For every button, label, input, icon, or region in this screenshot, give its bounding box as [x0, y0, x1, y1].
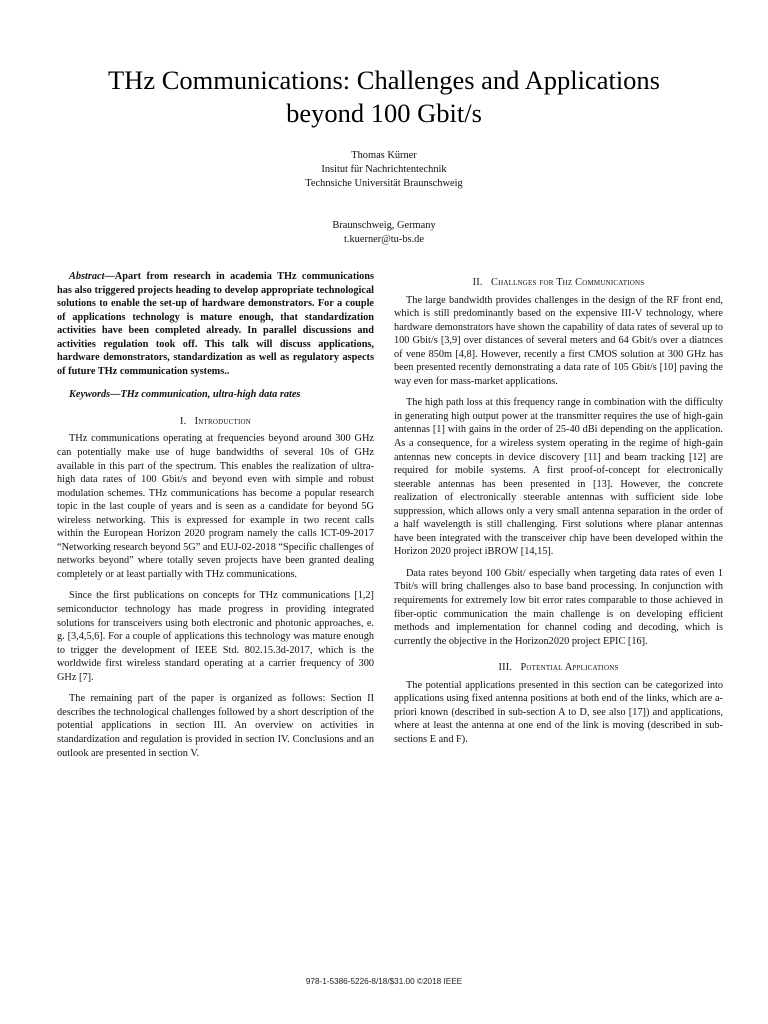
challenges-paragraph: Data rates beyond 100 Gbit/ especially when targeting data rates of even 1 Tbit/s will bring challenges also to base band processing. In conjunction with requirements for extremely low bit error rates comparable to those achieved in fiber-optic communication the main challenge is on developing efficient methods and implementation for channel coding and decoding, which is currently the objective in the Horizon2020 project EPIC [16].	[394, 567, 723, 647]
paper-title	[40, 64, 728, 130]
intro-paragraph: The remaining part of the paper is organized as follows: Section II describes the technological challenges followed by a short description of the potential applications in section III. An overview on activities in standardization and regulation is provided in section IV. Conclusions and an outlook are presented in section V.	[57, 693, 374, 759]
author-email: t.kuerner@tu-bs.de	[344, 234, 424, 245]
author-block	[0, 149, 768, 247]
intro-paragraph: Since the first publications on concepts for THz communications [1,2] semiconductor technology has made progress in providing integrated solutions for transceivers using both electronic and photonic approaches, e. g. [3,4,5,6]. For a couple of applications this technology was mature enough to trigger the development of IEEE Std. 802.15.3d-2017, which is the worldwide first wireless standard operating at a carrier frequency of 300 GHz [7].	[57, 590, 374, 683]
challenges-paragraph: The large bandwidth provides challenges in the design of the RF front end, which is still predominantly based on the expensive III-V technology, where hardware demonstrators have shown the capability of data rates of several up to 100 Gbit/s [3,9] over distances of several meters and 64 Gbit/s over a diatnces of vene 850m [4,8]. However, recently a first CMOS solution at 300 GHz has been presented recently demonstrating a data rate of 105 Gbit/s [10] paving the way even for mass-market applications.	[394, 294, 723, 387]
keywords: Keywords—THz communication, ultra-high data rates	[69, 389, 301, 401]
intro-paragraph: THz communications operating at frequencies beyond around 300 GHz can potentially make use of huge bandwidths of several 10s of GHz available in this part of the spectrum. This enables the realization of ultra-high data rates of 100 Gbit/s and beyond even with simple and robust modulation schemes. THz communications has become a popular research topic in the last couple of years and is seen as a candidate for beyond 5G wireless networking. This is expressed for example in two recent calls within the European Horizon 2020 program namely the calls ICT-09-2017 “Networking research beyond 5G” and EUJ-02-2018 “Specific challenges of networks beyond” where totally seven projects have been granted dealing completely or at least partially with THz communications.	[57, 433, 374, 580]
title-line-2: beyond 100 Gbit/s	[286, 98, 482, 128]
applications-paragraph: The potential applications presented in this section can be categorized into applications using fixed antenna positions at both end of the links, which are a-priori known (described in sub-section A to D, see also [17]) and applications, where at least the antenna at one end of the link is moving (described in sub-sections E and F).	[394, 679, 723, 745]
section-number: II.	[472, 277, 483, 288]
title-line-1: THz Communications: Challenges and Applications	[108, 65, 660, 95]
abstract-dash: —	[104, 271, 115, 282]
author-city: Braunschweig, Germany	[332, 220, 436, 231]
author-name: Thomas Kürner	[351, 150, 417, 161]
section-title: Potential Applications	[520, 662, 619, 674]
abstract	[57, 270, 374, 378]
section-number: III.	[498, 662, 513, 674]
right-column	[394, 276, 723, 747]
copyright-footer: 978-1-5386-5226-8/18/$31.00 ©2018 IEEE	[305, 977, 463, 986]
challenges-paragraph: The high path loss at this frequency range in combination with the difficulty in generating high output power at the transmitter requires the use of high-gain antennas [1] with gains in the order of 25-40 dBi depending on the application. As a consequence, for a wireless system operating in the regime of high-gain antennas new concepts in device discovery [11] and beam tracking [12] are required for mobile systems. A first proof-of-concept for electronically steerable antennas has been presented in [13]. However, the concrete realization of electronically steerable antennas with sufficient side lobe suppression, which allows only a very small antenna separation in the order of a half wavelength is still challenging. First solutions where planar antennas have been integrated with the transceiver chip have been developed within the Horizon 2020 project iBROW [14,15].	[394, 397, 723, 558]
section-heading-challenges	[394, 276, 723, 290]
abstract-text: Apart from research in academia THz communications has also triggered projects heading to develop appropriate technological solutions to enable the set-up of hardware demonstrators. For a couple of applications technology is mature enough, that standardization activities have been completed already. In parallel discussions and activities regulation took off. This talk will discuss applications, hardware demonstrators, standardization as well as regulatory aspects of future THz communication systems..	[57, 271, 374, 377]
section-heading-introduction	[57, 415, 374, 429]
section-title: Challnges for Thz Communications	[491, 277, 645, 288]
section-heading-applications	[394, 661, 723, 675]
section-number: I.	[179, 415, 187, 427]
section-title: Introduction	[194, 415, 252, 427]
author-university: Technsiche Universität Braunschweig	[305, 178, 463, 189]
abstract-label: Abstract	[69, 271, 105, 282]
author-institute: Insitut für Nachrichtentechnik	[321, 164, 447, 175]
left-column	[57, 270, 374, 760]
